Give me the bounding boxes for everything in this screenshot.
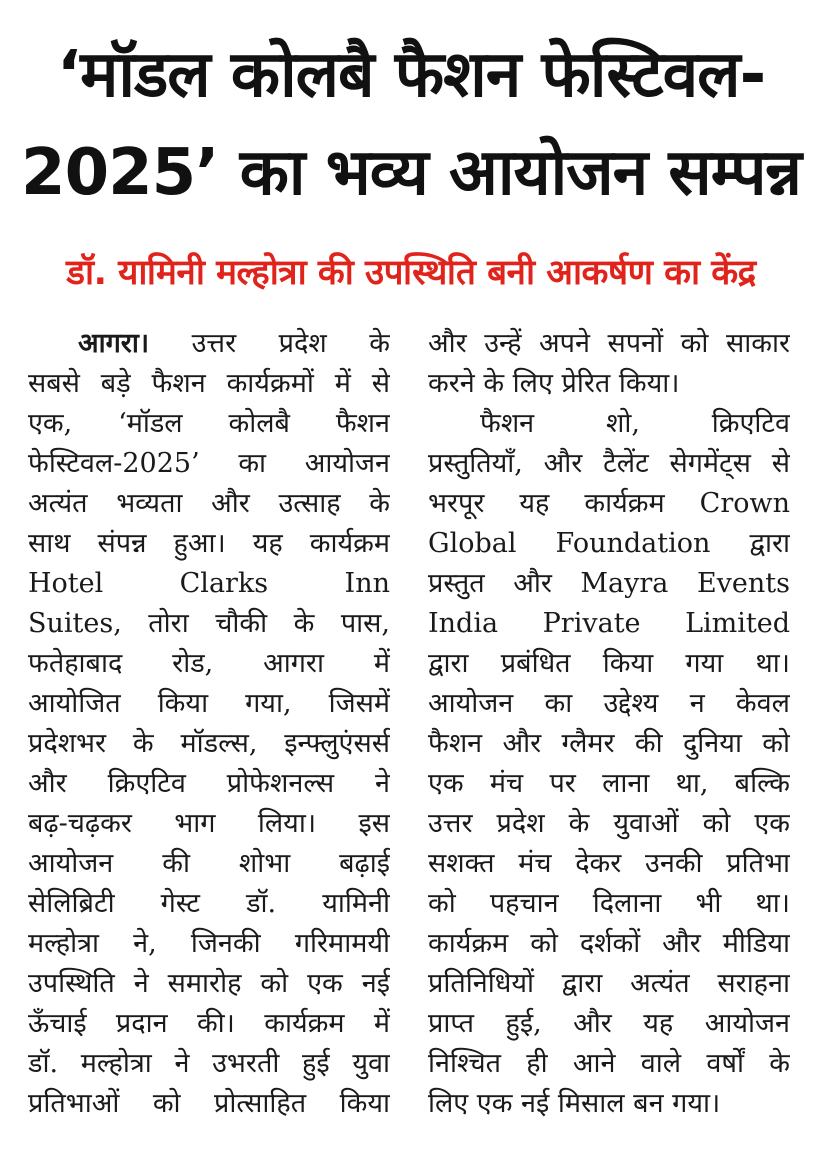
article-line: आयोजित किया गया, जिसमें [28, 688, 390, 719]
article-line: फैशन शो, क्रिएटिव [480, 408, 790, 439]
article-column-right [428, 324, 790, 1124]
dateline: आगरा। [78, 328, 150, 359]
article-line: भरपूर यह कार्यक्रम Crown [428, 488, 790, 519]
article-line: प्रतिनिधियों द्वारा अत्यंत सराहना [428, 968, 790, 999]
article-line: ऊँचाई प्रदान की। कार्यक्रम में [28, 1008, 390, 1039]
article-line: फतेहाबाद रोड, आगरा में [28, 648, 390, 679]
article-line: सशक्त मंच देकर उनकी प्रतिभा [428, 848, 790, 879]
subheadline: डॉ. यामिनी मल्होत्रा की उपस्थिति बनी आकर्षण का केंद्र [66, 253, 756, 293]
article-line: Suites, तोरा चौकी के पास, [28, 608, 390, 639]
article-line: एक, ‘मॉडल कोलबै फैशन [28, 408, 390, 439]
article-line: डॉ. मल्होत्रा ने उभरती हुई युवा [28, 1048, 390, 1079]
article-column-left [28, 324, 390, 1124]
article-line: फेस्टिवल-2025’ का आयोजन [28, 448, 390, 479]
headline-line-2: 2025’ का भव्य आयोजन सम्पन्न [21, 136, 801, 210]
article-line: साथ संपन्न हुआ। यह कार्यक्रम [28, 528, 390, 559]
article-line: प्राप्त हुई, और यह आयोजन [428, 1008, 790, 1039]
article-line: एक मंच पर लाना था, बल्कि [428, 768, 790, 799]
article-line: प्रस्तुत और Mayra Events [428, 568, 790, 599]
headline-line-1: ‘मॉडल कोलबै फैशन फेस्टिवल- [56, 38, 766, 112]
article-line: आगरा। उत्तर प्रदेश के [78, 328, 390, 359]
article-line: मल्होत्रा ने, जिनकी गरिमामयी [28, 928, 390, 959]
article-line: को पहचान दिलाना भी था। [428, 888, 790, 919]
article-line: सबसे बड़े फैशन कार्यक्रमों में से [28, 368, 390, 399]
article-line: बढ़-चढ़कर भाग लिया। इस [28, 808, 390, 839]
article-line: और उन्हें अपने सपनों को साकार [428, 328, 790, 359]
article-line: द्वारा प्रबंधित किया गया था। [428, 648, 790, 679]
article-line: आयोजन का उद्देश्य न केवल [428, 688, 790, 719]
article-line: प्रस्तुतियाँ, और टैलेंट सेगमेंट्स से [428, 448, 790, 479]
article-line: सेलिब्रिटी गेस्ट डॉ. यामिनी [28, 888, 390, 919]
article-line: करने के लिए प्रेरित किया। [428, 368, 680, 399]
article-line: प्रतिभाओं को प्रोत्साहित किया [28, 1088, 390, 1119]
article-line: उपस्थिति ने समारोह को एक नई [28, 968, 390, 999]
article-line: Global Foundation द्वारा [428, 528, 790, 559]
article-line: Hotel Clarks Inn [28, 568, 390, 599]
article-line: अत्यंत भव्यता और उत्साह के [28, 488, 390, 519]
article-line: उत्तर प्रदेश के युवाओं को एक [428, 808, 790, 839]
article-line: आयोजन की शोभा बढ़ाई [28, 848, 390, 879]
article-line: India Private Limited [428, 608, 790, 639]
article-line: प्रदेशभर के मॉडल्स, इन्फ्लुएंसर्स [28, 728, 390, 759]
article-line: लिए एक नई मिसाल बन गया। [428, 1088, 721, 1119]
article-line: निश्चित ही आने वाले वर्षों के [428, 1048, 790, 1079]
article-line: और क्रिएटिव प्रोफेशनल्स ने [28, 768, 390, 799]
article-line: कार्यक्रम को दर्शकों और मीडिया [428, 928, 790, 959]
article-line: फैशन और ग्लैमर की दुनिया को [428, 728, 790, 759]
